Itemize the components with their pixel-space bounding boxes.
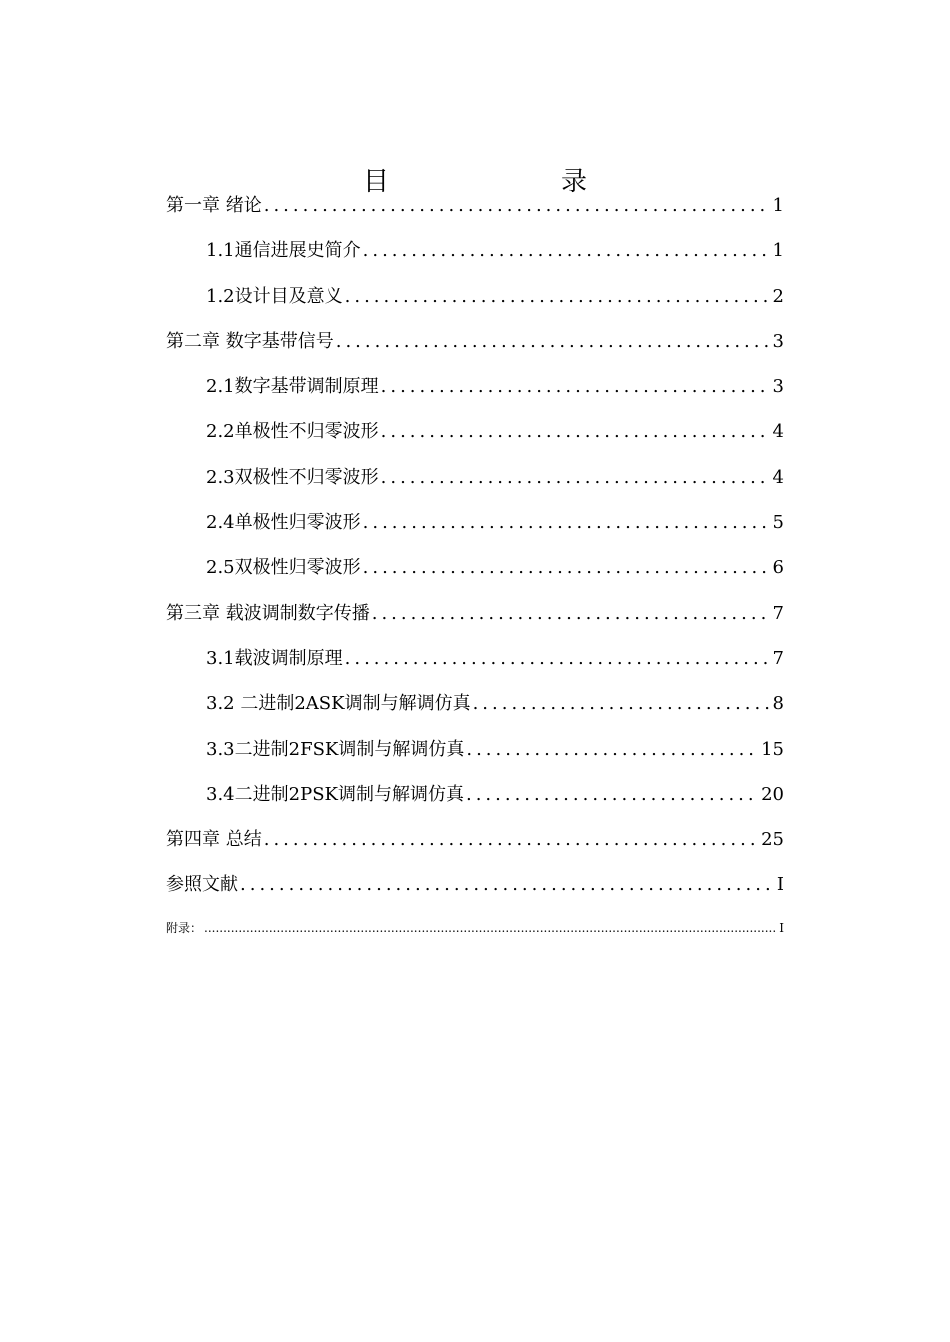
toc-entry-page: 1 [772,240,784,262]
toc-entry[interactable] [166,777,784,822]
toc-entry[interactable] [166,233,784,278]
toc-entry[interactable] [166,324,784,369]
toc-entry-page: 8 [772,693,784,715]
toc-entry-page: 20 [761,783,784,805]
toc-entry-label: 3.4二进制2PSK调制与解调仿真 [206,783,464,805]
toc-entry-label: 2.3双极性不归零波形 [206,466,379,488]
toc-entry[interactable] [166,505,784,550]
toc-entry-label: 附录： [166,920,203,935]
toc-title: 目 录 [362,167,627,197]
toc-leader-dots [204,913,777,943]
toc-leader-dots [381,414,771,450]
toc-leader-dots [240,867,775,903]
toc-leader-dots [363,550,771,586]
toc-entry-label: 2.4单极性归零波形 [206,512,361,534]
toc-leader-dots [345,279,771,315]
toc-entry[interactable] [166,732,784,777]
toc-entry[interactable] [166,414,784,459]
toc-entry[interactable] [166,460,784,505]
toc-entry-page: 7 [772,647,784,669]
toc-entry[interactable] [166,369,784,414]
toc-entry-label: 第三章 载波调制数字传播 [166,602,370,624]
toc-entry-page: I [779,920,784,935]
toc-leader-dots [466,732,759,768]
table-of-contents [166,188,784,943]
toc-entry-page: 1 [772,195,784,216]
toc-entry-label: 参照文献 [166,874,238,896]
toc-entry-page: 15 [761,738,784,760]
toc-entry-label: 2.1数字基带调制原理 [206,376,379,398]
toc-entry-label: 第一章 绪论 [166,195,262,216]
toc-leader-dots [264,188,771,224]
toc-entry[interactable] [166,822,784,867]
toc-entry[interactable] [166,641,784,686]
toc-entry-page: 7 [772,602,784,624]
toc-entry-label: 3.1载波调制原理 [206,647,343,669]
toc-leader-dots [466,777,759,813]
toc-entry-label: 3.2 二进制2ASK调制与解调仿真 [206,693,471,715]
toc-entry-label: 1.1通信进展史简介 [206,240,361,262]
toc-leader-dots [381,460,771,496]
toc-entry[interactable] [166,596,784,641]
toc-entry-page: 5 [772,512,784,534]
toc-entry[interactable] [166,913,784,943]
toc-entry-page: 2 [772,285,784,307]
toc-entry-page: 4 [772,466,784,488]
toc-entry-page: 3 [772,330,784,352]
toc-leader-dots [345,641,771,677]
toc-entry-label: 第二章 数字基带信号 [166,330,334,352]
toc-leader-dots [363,233,771,269]
toc-entry[interactable] [166,550,784,595]
toc-entry-label: 2.2单极性不归零波形 [206,421,379,443]
toc-leader-dots [336,324,771,360]
toc-entry-label: 1.2设计目及意义 [206,285,343,307]
toc-entry-label: 第四章 总结 [166,829,262,851]
toc-leader-dots [372,596,771,632]
toc-entry-page: 4 [772,421,784,443]
toc-entry[interactable] [166,279,784,324]
toc-entry-label: 2.5双极性归零波形 [206,557,361,579]
toc-entry-page: 25 [761,829,784,851]
toc-entry-page: I [776,874,784,896]
toc-entry-page: 6 [772,557,784,579]
toc-leader-dots [381,369,771,405]
toc-leader-dots [264,822,759,858]
toc-entry-label: 3.3二进制2FSK调制与解调仿真 [206,738,465,760]
toc-leader-dots [473,686,771,722]
toc-entry[interactable] [166,686,784,731]
toc-entry[interactable] [166,867,784,912]
toc-entry-page: 3 [772,376,784,398]
toc-entry[interactable] [166,188,784,233]
toc-leader-dots [363,505,771,541]
